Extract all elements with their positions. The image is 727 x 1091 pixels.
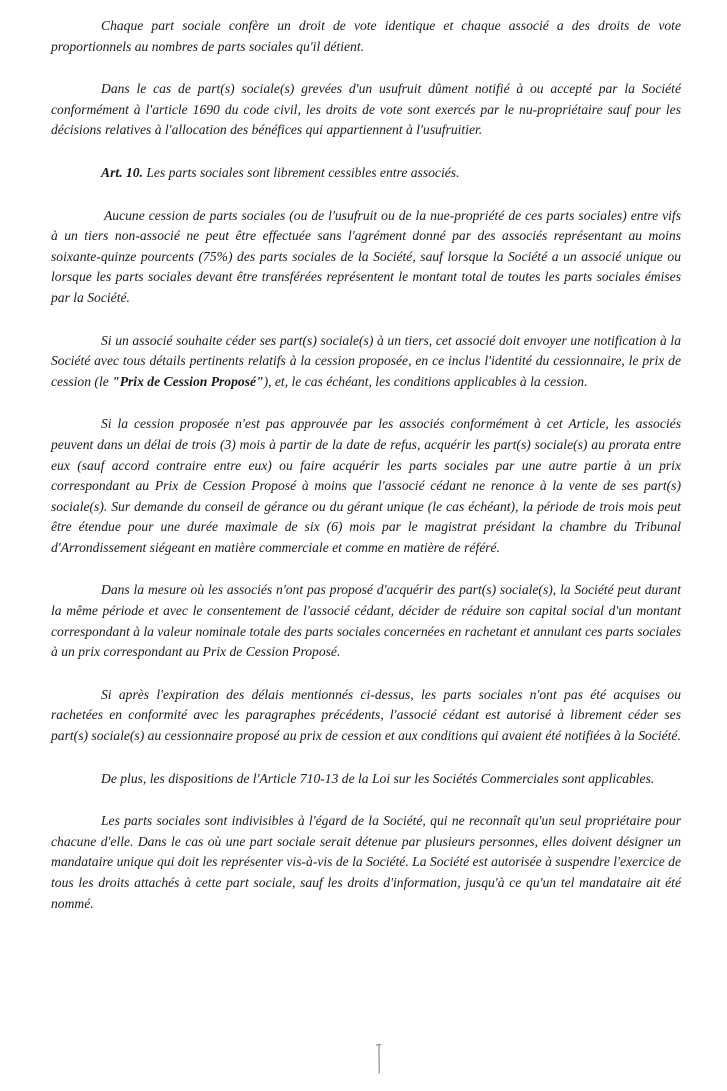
paragraph-notification: [51, 331, 681, 393]
article-10-text: Les parts sociales sont librement cessibles entre associés.: [142, 164, 460, 180]
paragraph-legal-provisions: De plus, les dispositions de l'Article 710-13 de la Loi sur les Sociétés Commerciales sont applicables.: [101, 770, 655, 786]
paragraph-voting-rights: Chaque part sociale confère un droit de vote identique et chaque associé a des droits de vote proportionnels au nombres de parts sociales qu'il détient.: [51, 18, 681, 54]
paragraph-free-transfer: Si après l'expiration des délais mentionnés ci-dessus, les parts sociales n'ont pas été acquises ou rachetées en conformité avec les paragraphes précédents, l'associé cédant est autorisé à librement céder ses part(s) sociale(s) au cessionnaire proposé au prix de cession et aux conditions qui avaient été notifiées à la Société.: [51, 686, 681, 744]
paragraph-indivisibility: Les parts sociales sont indivisibles à l'égard de la Société, qui ne reconnaît qu'un seul propriétaire pour chacune d'elle. Dans le cas où une part sociale serait détenue par plusieurs personnes, elles doivent désigner un mandataire unique qui doit les représenter vis-à-vis de la Société. La Société est autorisée à suspendre l'exercice de tous les droits attachés à cette part sociale, sauf les droits d'information, jusqu'à ce qu'un tel mandataire ait été nommé.: [51, 813, 681, 911]
paragraph-preemption: Si la cession proposée n'est pas approuvée par les associés conformément à cet Article, les associés peuvent dans un délai de trois (3) mois à partir de la date de refus, acquérir les part(s) sociale(s) au prorata entre eux (sauf accord contraire entre eux) ou faire acquérir les parts sociales par une autre partie à un prix correspondant au Prix de Cession Proposé à moins que l'associé cédant ne renonce à la vente de ses part(s) sociale(s). Sur demande du conseil de gérance ou du gérant unique (le cas échéant), la période de trois mois peut être étendue pour une durée maximale de six (6) mois par le magistrat présidant la chambre du Tribunal d'Arrondissement siégeant en matière commerciale et comme en matière de référé.: [51, 416, 681, 555]
proposed-price-term: "Prix de Cession Proposé": [112, 373, 264, 389]
paragraph-capital-reduction: Dans la mesure où les associés n'ont pas proposé d'acquérir des part(s) sociale(s), la Société peut durant la même période et avec le consentement de l'associé cédant, décider de réduire son capital social d'un montant correspondant à la valeur nominale totale des parts sociales concernées en rachetant et annulant ces parts sociales à un prix correspondant au Prix de Cession Proposé.: [51, 582, 681, 660]
article-10-heading: [51, 163, 681, 184]
notification-text-start: Si un associé souhaite céder ses part(s) sociale(s) à un tiers, cet associé doit envoyer une notification à la Société avec tous détails pertinents relatifs à la cession proposée, en ce inclus l'identité du cessionnaire, le prix de cession (le: [51, 332, 681, 389]
paragraph-transfer-restriction: Aucune cession de parts sociales (ou de l'usufruit ou de la nue-propriété de ces parts sociales) entre vifs à un tiers non-associé ne peut être effectuée sans l'agrément donné par des associés représentant au moins soixante-quinze pourcents (75%) des parts sociales de la Société, sauf lorsque la Société a un associé unique ou lorsque les parts sociales devant être transférées représentent le montant total de toutes les parts sociales émises par la Société.: [51, 207, 681, 305]
notification-text-end: ), et, le cas échéant, les conditions applicables à la cession.: [263, 373, 588, 389]
article-10-label: Art. 10.: [101, 164, 143, 180]
paragraph-usufruct: Dans le cas de part(s) sociale(s) grevées d'un usufruit dûment notifié à ou accepté par la Société conformément à l'article 1690 du code civil, les droits de vote sont exercés par le nu-propriétaire sauf pour les décisions relatives à l'allocation des bénéfices qui appartiennent à l'usufruitier.: [51, 81, 681, 138]
pen-mark-icon: [376, 1044, 382, 1074]
